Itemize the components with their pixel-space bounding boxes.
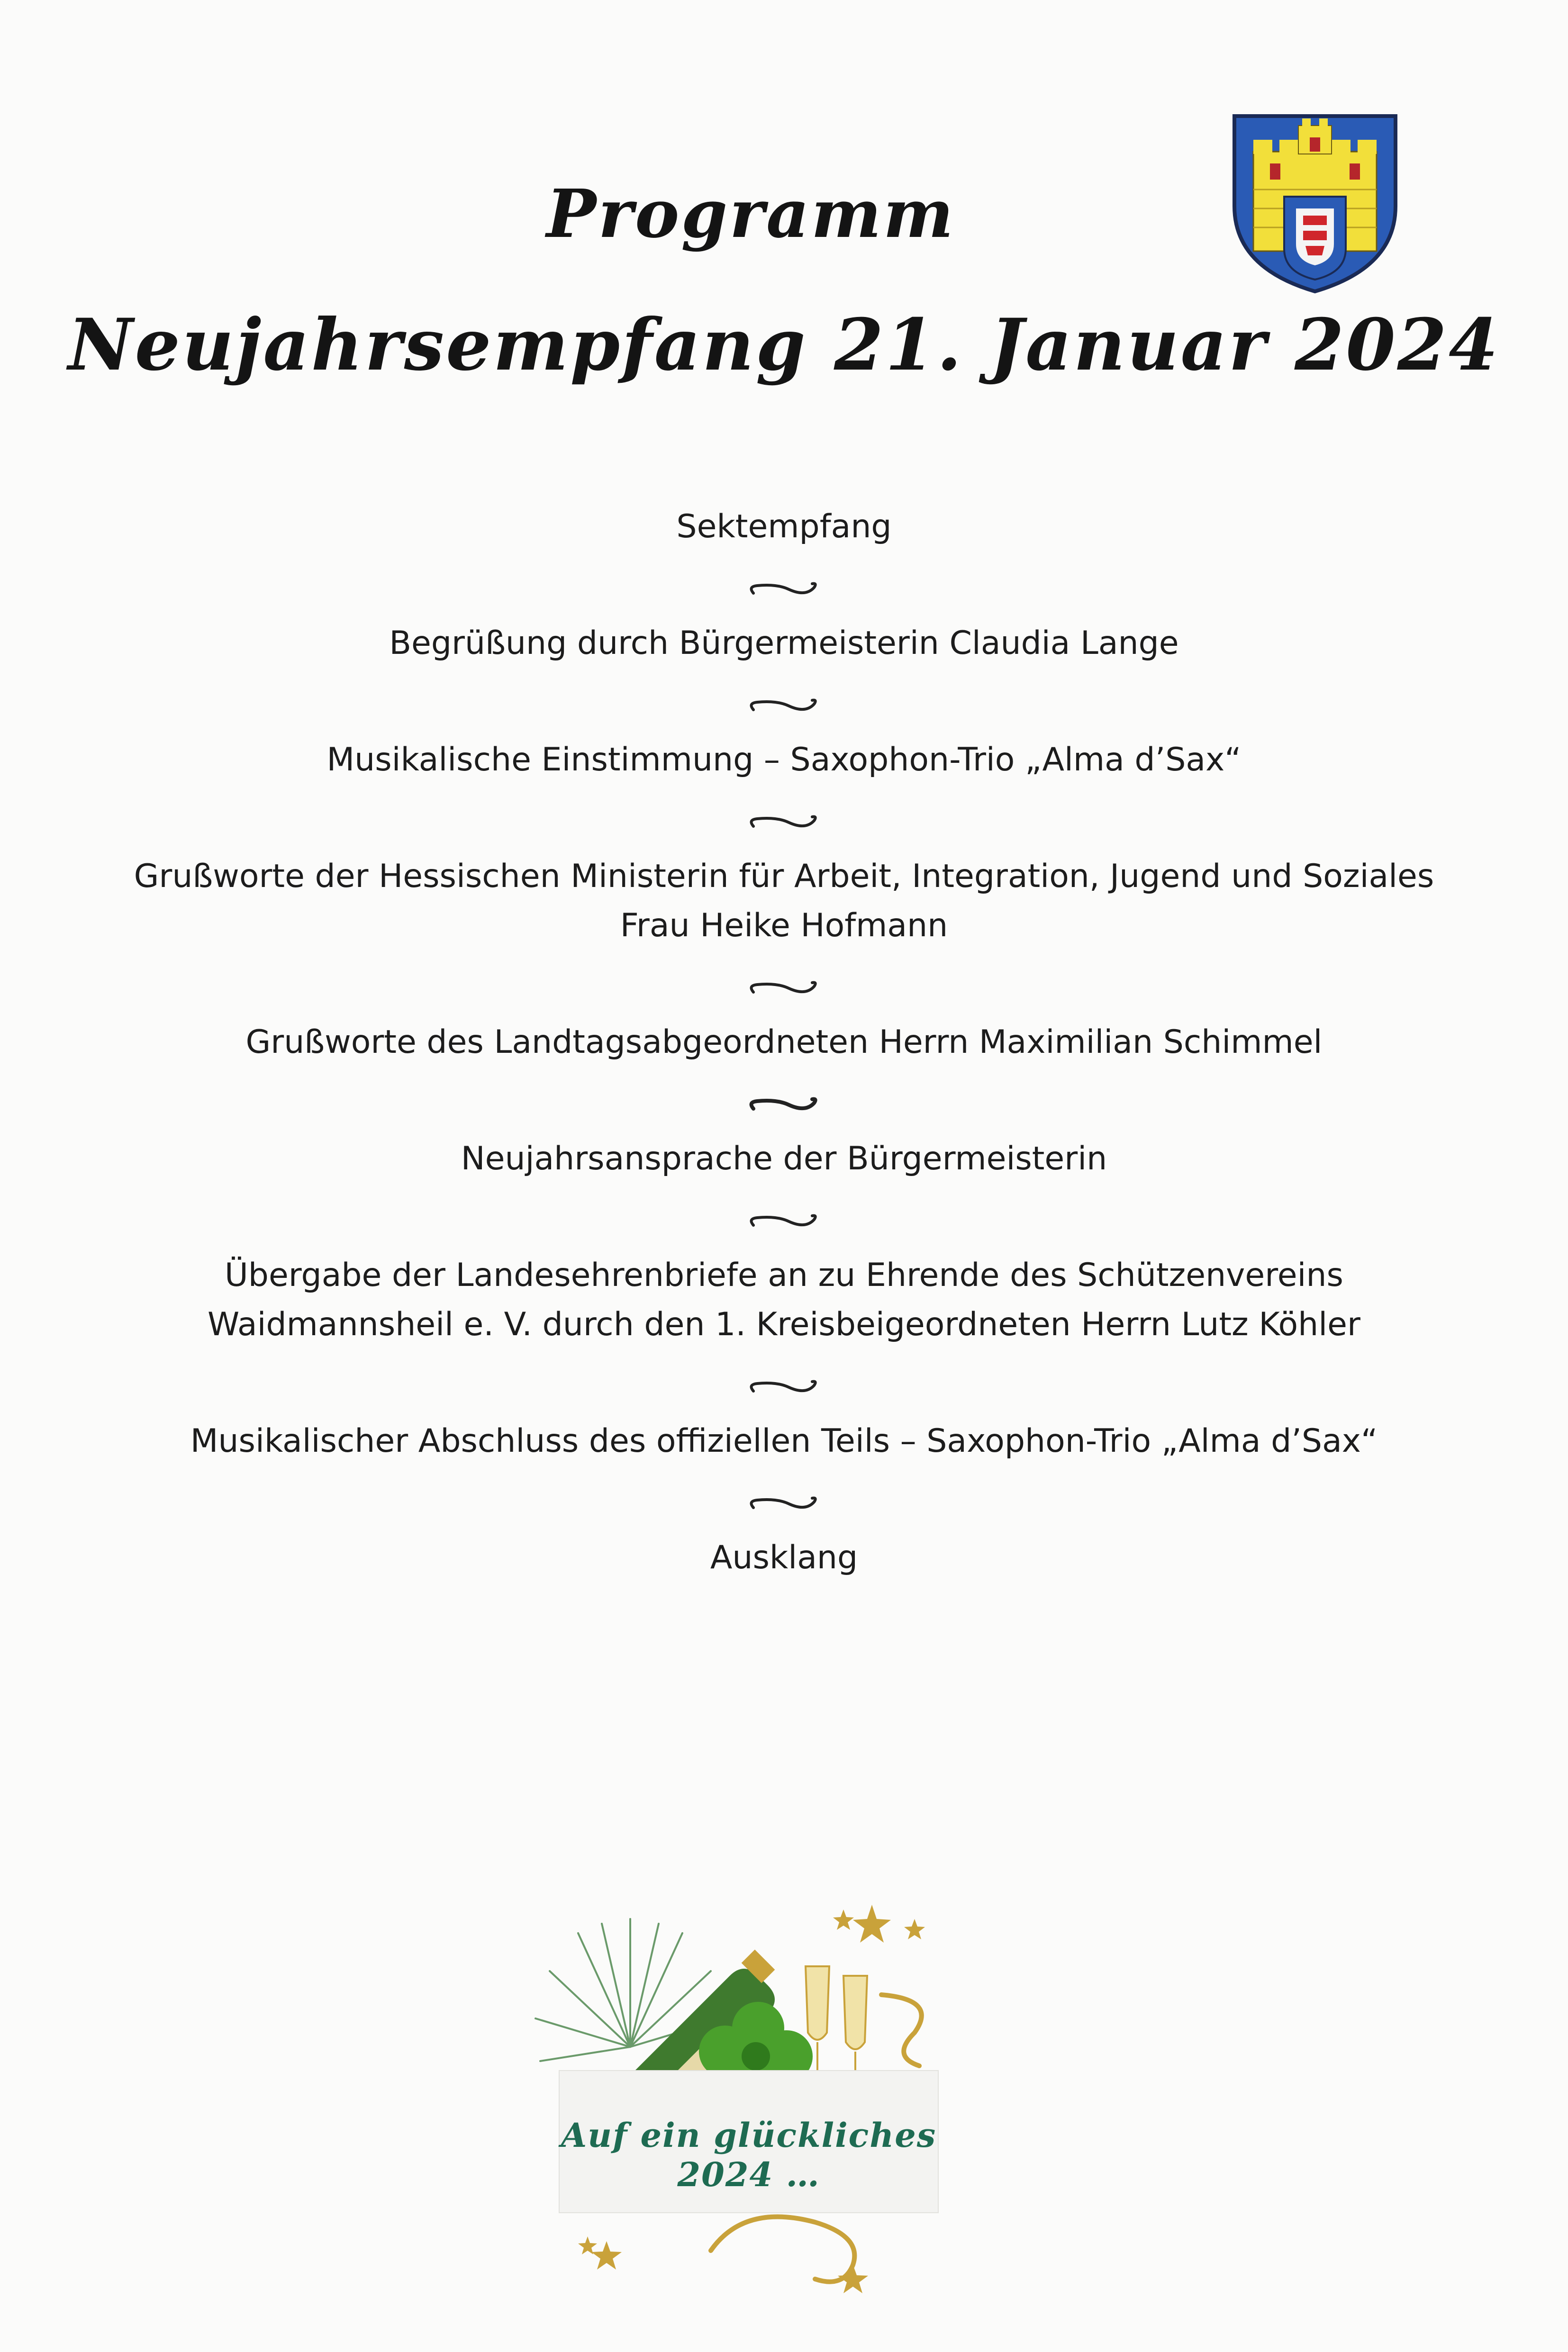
swirl-divider-icon bbox=[744, 809, 825, 833]
program-item-text: Begrüßung durch Bürgermeisterin Claudia Lange bbox=[389, 624, 1179, 662]
swirl-divider-icon bbox=[744, 975, 825, 999]
swirl-divider-icon bbox=[744, 693, 825, 716]
event-title: Neujahrsempfang 21. Januar 2024 bbox=[68, 303, 1500, 387]
swirl-divider-icon bbox=[744, 1374, 825, 1398]
swirl-divider-icon bbox=[744, 1092, 825, 1115]
swirl-divider-icon bbox=[744, 1491, 825, 1514]
program-item-ausklang bbox=[0, 1533, 1568, 1583]
program-item-neujahrsansprache bbox=[0, 1134, 1568, 1184]
program-item-text: Übergabe der Landesehrenbriefe an zu Ehrende des Schützenvereins bbox=[225, 1257, 1343, 1294]
program-item-text: Neujahrsansprache der Bürgermeisterin bbox=[461, 1140, 1107, 1177]
program-item-text: Musikalische Einstimmung – Saxophon-Trio „Alma d’Sax“ bbox=[326, 741, 1242, 778]
program-item-text: Grußworte der Hessischen Ministerin für Arbeit, Integration, Jugend und Soziales bbox=[134, 858, 1434, 895]
page-title: Programm bbox=[546, 175, 956, 253]
swirl-divider-icon bbox=[744, 1208, 825, 1232]
program-item-text: Sektempfang bbox=[676, 508, 892, 545]
program-item-text: Frau Heike Hofmann bbox=[620, 907, 948, 944]
swirl-divider-icon bbox=[744, 576, 825, 600]
champagne-glasses-icon bbox=[806, 1966, 867, 2085]
program-item-grussworte-ministerin bbox=[0, 852, 1568, 950]
program-item-text: Musikalischer Abschluss des offiziellen Teils – Saxophon-Trio „Alma d’Sax“ bbox=[190, 1422, 1378, 1460]
new-year-decoration-icon bbox=[521, 1891, 976, 2298]
program-item-sektempfang bbox=[0, 502, 1568, 552]
program-item-landesehrenbriefe bbox=[0, 1251, 1568, 1349]
program-item-abschluss bbox=[0, 1417, 1568, 1466]
program-item-text: Ausklang bbox=[710, 1539, 858, 1576]
program-item-text: Waidmannsheil e. V. durch den 1. Kreisbeigeordneten Herrn Lutz Köhler bbox=[208, 1306, 1360, 1343]
decoration-caption: Auf ein glückliches 2024 … bbox=[561, 2116, 937, 2194]
program-item-begruessung bbox=[0, 619, 1568, 668]
program-list bbox=[0, 502, 1568, 1583]
program-item-einstimmung bbox=[0, 735, 1568, 785]
program-item-grussworte-abgeordneter bbox=[0, 1018, 1568, 1067]
gold-stars-icon bbox=[833, 1905, 925, 1943]
program-item-text: Grußworte des Landtagsabgeordneten Herrn Maximilian Schimmel bbox=[245, 1023, 1323, 1061]
